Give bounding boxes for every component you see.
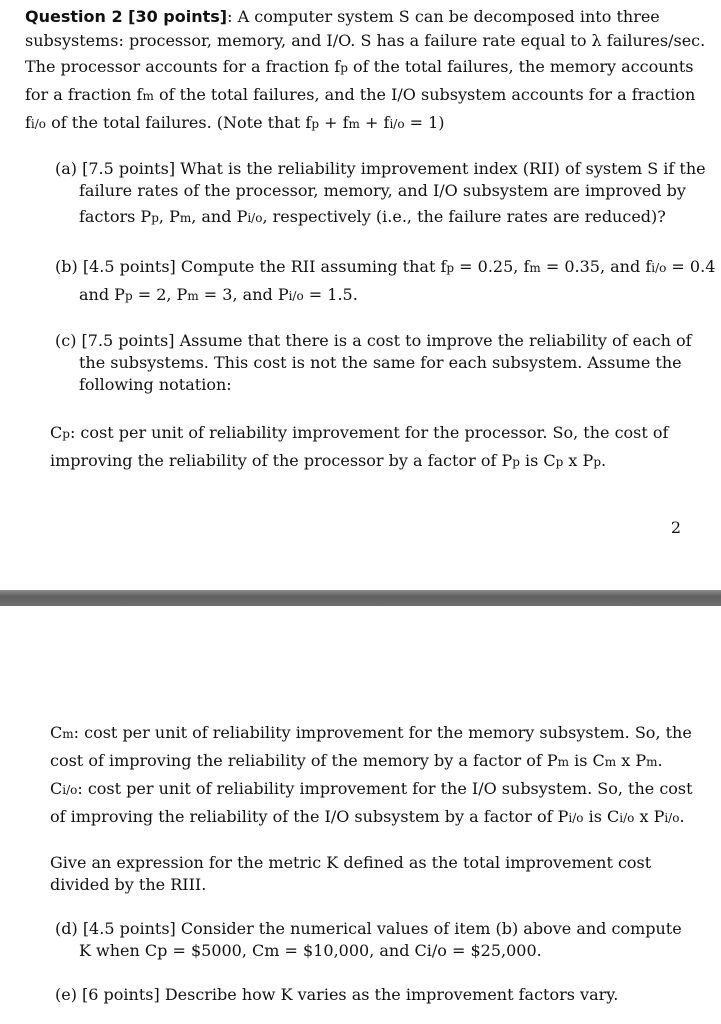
cio-definition-line-2: of improving the reliability of the I/O subsystem by a factor of Pi/o is Ci/o x Pi/o. (50, 807, 685, 826)
cm-definition-line-1: Cm: cost per unit of reliability improvement for the memory subsystem. So, the (50, 723, 692, 742)
part-d-line-1: (d) [4.5 points] Consider the numerical values of item (b) above and compute (55, 919, 682, 938)
part-b-line-1: (b) [4.5 points] Compute the RII assuming that fp = 0.25, fm = 0.35, and fi/o = 0.4 (55, 257, 716, 276)
part-d-line-2: K when Cp = $5000, Cm = $10,000, and Ci/o = $25,000. (79, 941, 542, 960)
question-intro-line-4: for a fraction fm of the total failures, and the I/O subsystem accounts for a fraction (25, 85, 696, 104)
part-a-line-1: (a) [7.5 points] What is the reliability improvement index (RII) of system S if the (55, 159, 706, 178)
cm-definition-line-2: cost of improving the reliability of the memory by a factor of Pm is Cm x Pm. (50, 751, 663, 770)
part-c-line-3: following notation: (79, 375, 232, 394)
k-definition-line-1: Give an expression for the metric K defined as the total improvement cost (50, 853, 652, 872)
question-intro-line-2: subsystems: processor, memory, and I/O. S has a failure rate equal to λ failures/sec. (25, 31, 706, 50)
k-definition-line-2: divided by the RIII. (50, 875, 207, 894)
question-intro-line-3: The processor accounts for a fraction fp of the total failures, the memory accounts (25, 57, 694, 76)
part-a-line-3: factors Pp, Pm, and Pi/o, respectively (i.e., the failure rates are reduced)? (79, 207, 666, 226)
part-c-line-1: (c) [7.5 points] Assume that there is a cost to improve the reliability of each of (55, 331, 692, 350)
part-b-line-2: and Pp = 2, Pm = 3, and Pi/o = 1.5. (79, 285, 358, 304)
cp-definition-line-1: Cp: cost per unit of reliability improvement for the processor. So, the cost of (50, 423, 669, 442)
question-intro-line-5: fi/o of the total failures. (Note that fp + fm + fi/o = 1) (25, 113, 445, 132)
question-heading: Question 2 [30 points] (25, 7, 228, 26)
page-2 (0, 606, 721, 1024)
part-e-line-1: (e) [6 points] Describe how K varies as the improvement factors vary. (55, 985, 619, 1004)
question-intro-line-1: Question 2 [30 points]: A computer system S can be decomposed into three (25, 7, 660, 26)
part-c-line-2: the subsystems. This cost is not the same for each subsystem. Assume the (79, 353, 682, 372)
part-a-line-2: failure rates of the processor, memory, and I/O subsystem are improved by (79, 181, 686, 200)
page-divider (0, 590, 721, 606)
cp-definition-line-2: improving the reliability of the processor by a factor of Pp is Cp x Pp. (50, 451, 607, 470)
cio-definition-line-1: Ci/o: cost per unit of reliability improvement for the I/O subsystem. So, the cost (50, 779, 693, 798)
page-number: 2 (670, 518, 681, 537)
